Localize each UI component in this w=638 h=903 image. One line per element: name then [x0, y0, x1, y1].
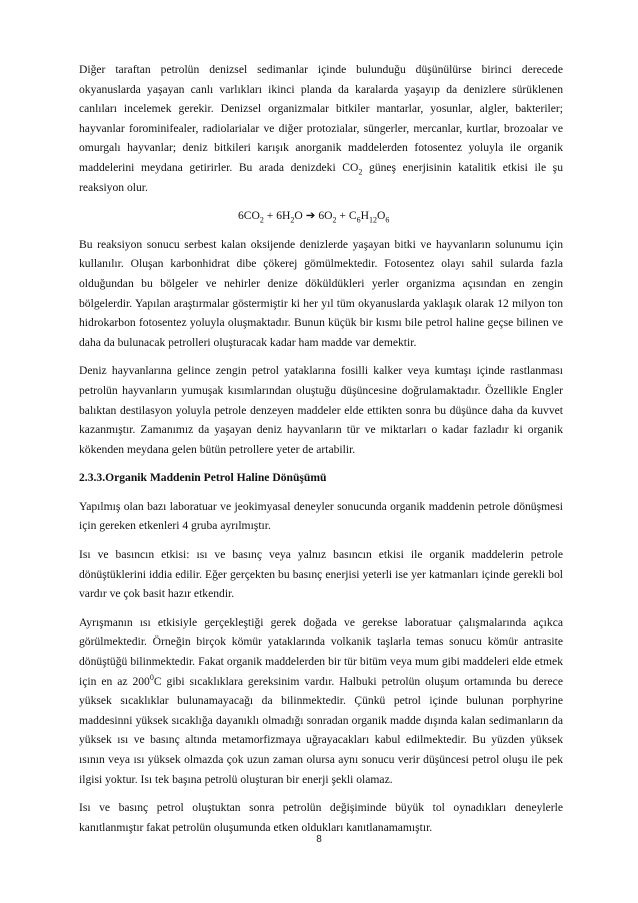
paragraph-7: Isı ve basınç petrol oluştuktan sonra petrolün değişiminde büyük tol oynadıkları deneylerle kanıtlanmıştır fakat petrolün oluşumunda etken oldukları kanıtlanamamıştır.	[79, 801, 563, 834]
photosynthesis-equation	[79, 206, 563, 226]
paragraph-1	[79, 60, 563, 197]
eq-part: + 6H	[263, 209, 291, 223]
page-number: 8	[316, 834, 322, 845]
eq-part: 6CO	[238, 209, 260, 223]
eq-sub: 2	[290, 215, 295, 225]
paragraph-2: Bu reaksiyon sonucu serbest kalan oksijende denizlerde yaşayan bitki ve hayvanların solunumu için kullanılır. Oluşan karbonhidrat dibe çökerej gömülmektedir. Fotosentez olayı sahil sularda fazla olduğundan bu bölgeler ve nehirler denize döküldükleri yerler organizma açısından en zengin bölgelerdir. Yapılan araştırmalar göstermiştir ki her yıl tüm okyanuslarda yaklaşık olarak 12 milyon ton hidrokarbon fotosentez yoluyla oluşmaktadır. Bunun küçük bir kısmı bile petrol haline geçse bilinen ve daha da bulunacak petrolleri oluşturacak kadar ham madde var demektir.	[79, 237, 563, 349]
paragraph-1-text: Diğer taraftan petrolün denizsel sedimanlar içinde bulunduğu düşünülürse birinci derecede okyanuslarda yaşayan canlı varlıkları ikinci planda da karalarda yaşayıp da denizlere sürüklenen canlıları incelemek gerekir. Denizsel organizmalar bitkiler mantarlar, yosunlar, algler, bakteriler; hayvanlar forominifealer, radiolarialar ve diğer protozialar, süngerler, mercanlar, kurtlar, brozoalar ve omurgalı hayvanlar; deniz bitkileri karışık anorganik maddelerden fotosentez yoluyla ile organik maddelerini meydana getirirler. Bu arada denizdeki CO	[79, 63, 563, 174]
arrow-right-icon: ➔	[305, 209, 316, 223]
eq-sub: 2	[332, 215, 337, 225]
eq-part: 6O	[315, 209, 333, 223]
document-body	[79, 60, 563, 846]
eq-sub: 2	[259, 215, 264, 225]
paragraph-6-text-end: C gibi sıcaklıklara gereksinim vardır. Halbuki petrolün oluşum ortamında bu derece yüksek sıcaklıklar bulunamayacağı da bilinmektedir. Çünkü petrol içinde bulunan porphyrine maddesinni yüksek sıcaklığa dayanıklı olmadığı sonradan organik madde dışında kalan sedimanların da yüksek ısı ve basınç altında metamorfizmaya uğrayacakları kabul edilmektedir. Bu yüzden yüksek ısının veya ısı yüksek olmazda çok uzun zaman olursa aynı sonucu verir düşüncesi petrol oluşu ile pek ilgisi yoktur. Isı tek başına petrolü oluşturan bir enerji şekli olamaz.	[79, 674, 563, 786]
section-heading: 2.3.3.Organik Maddenin Petrol Haline Dönüşümü	[79, 471, 327, 485]
eq-part: H	[360, 209, 369, 223]
paragraph-1-text-end: güneş enerjisinin katalitik etkisi ile şu reaksiyon olur.	[79, 160, 563, 194]
paragraph-6-text: Ayrışmanın ısı etkisiyle gerçekleştiği gerek doğada ve gerekse laboratuar çalışmalarında açıkca görülmektedir. Örneğin birçok kömür yataklarında volkanik taşlarla temas sonucu kömür antrasite dönüştüğü bilinmektedir. Fakat organik maddelerden bir tür bitüm veya mum gibi maddeleri elde etmek için en az 200	[79, 615, 563, 688]
paragraph-4: Yapılmış olan bazı laboratuar ve jeokimyasal deneyler sonucunda organik maddenin petrole dönüşmesi için gereken etkenleri 4 gruba ayrılmıştır.	[79, 499, 563, 533]
eq-sub: 6	[356, 215, 361, 225]
co2-subscript: 2	[358, 167, 363, 177]
paragraph-3: Deniz hayvanlarına gelince zengin petrol yataklarına fosilli kalker veya kumtaşı içinde rastlanması petrolün hayvanların yumuşak kısımlarından oluştuğu düşüncesine doğrulamaktadır. Özellikle Engler balıktan destilasyon yoluyla petrole denzeyen maddeler elde ettikten sonra bu düşünce daha da kuvvet kazanmıştır. Zamanımız da yaşayan deniz hayvanların tür ve miktarları o kadar fazladır ki organik kökenden meydana gelen bütün petrollere yeter de artabilir.	[79, 364, 563, 456]
eq-sub: 6	[385, 215, 390, 225]
paragraph-5: Isı ve basıncın etkisi: ısı ve basınç veya yalnız basıncın etkisi ile organik maddelerin petrole dönüştüklerini iddia edilir. Eğer gerçekten bu basınç enerjisi yeterli ise yer katmanları içinde gerekli bol vardır ve çok basit hazır etkendir.	[79, 548, 563, 601]
paragraph-6	[79, 613, 563, 789]
eq-part: O	[376, 209, 386, 223]
eq-sub: 12	[368, 215, 377, 225]
eq-part: O	[294, 209, 306, 223]
eq-part: + C	[336, 209, 357, 223]
degree-superscript: 0	[149, 672, 154, 682]
